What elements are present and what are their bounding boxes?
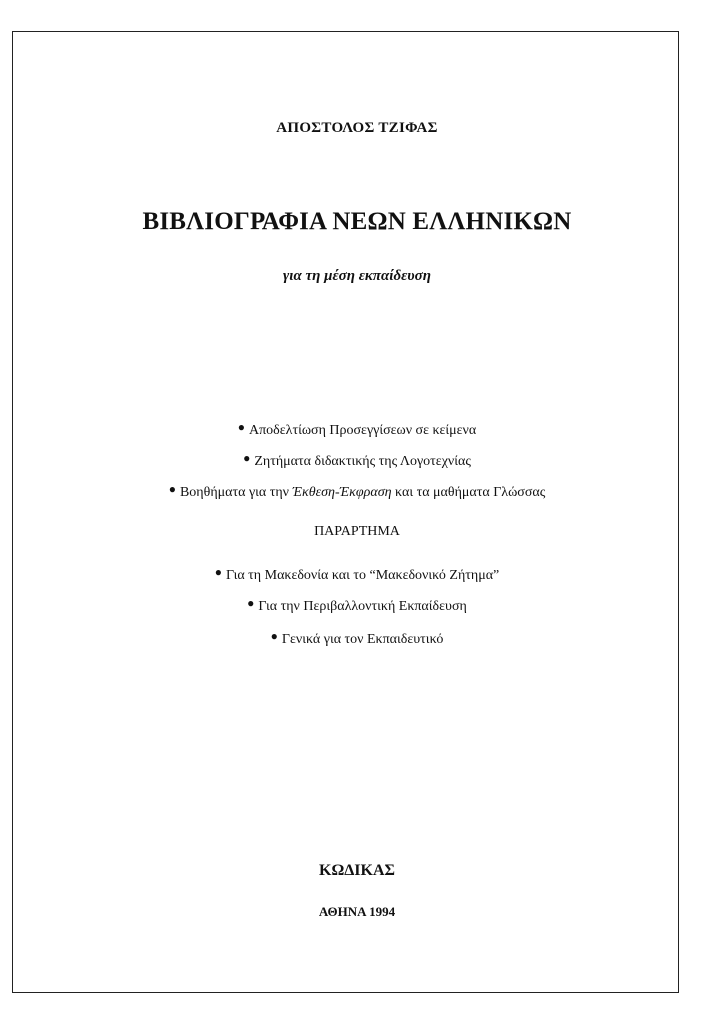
page-border-frame [12,31,679,993]
contents-item-3 [0,482,714,501]
contents-item-3-text-end: και τα μαθήματα Γλώσσας [391,485,546,500]
publication-place-year: ΑΘΗΝΑ 1994 [318,904,396,919]
appendix-heading: ΠΑΡΑΡΤΗΜΑ [314,524,400,539]
bullet-icon: ● [237,420,245,434]
contents-item-3-text-start: Βοηθήματα για την [179,485,293,500]
contents-item-3-text-italic: Έκθεση-Έκφραση [292,485,392,500]
author-name: ΑΠΟΣΤΟΛΟΣ ΤΖΙΦΑΣ [276,120,438,136]
contents-item-1 [0,420,714,439]
contents-item-2 [0,451,714,470]
appendix-item-1 [0,565,714,584]
bullet-icon: ● [270,629,278,643]
appendix-item-3 [0,629,714,648]
contents-item-2-text: Ζητήματα διδακτικής της Λογοτεχνίας [254,454,471,469]
bullet-icon: ● [247,596,255,610]
appendix-item-2 [0,596,714,615]
bullet-icon: ● [214,565,222,579]
publisher-name: ΚΩΔΙΚΑΣ [319,862,395,879]
appendix-item-3-text: Γενικά για τον Εκπαιδευτικό [281,632,444,647]
book-title: ΒΙΒΛΙΟΓΡΑΦΙΑ ΝΕΩΝ ΕΛΛΗΝΙΚΩΝ [142,208,572,235]
bullet-icon: ● [168,482,176,496]
appendix-item-1-text: Για τη Μακεδονία και το “Μακεδονικό Ζήτημα” [225,568,500,583]
bullet-icon: ● [243,451,251,465]
appendix-item-2-text: Για την Περιβαλλοντική Εκπαίδευση [258,599,467,614]
contents-item-1-text: Αποδελτίωση Προσεγγίσεων σε κείμενα [249,423,477,438]
book-subtitle: για τη μέση εκπαίδευση [283,268,431,284]
